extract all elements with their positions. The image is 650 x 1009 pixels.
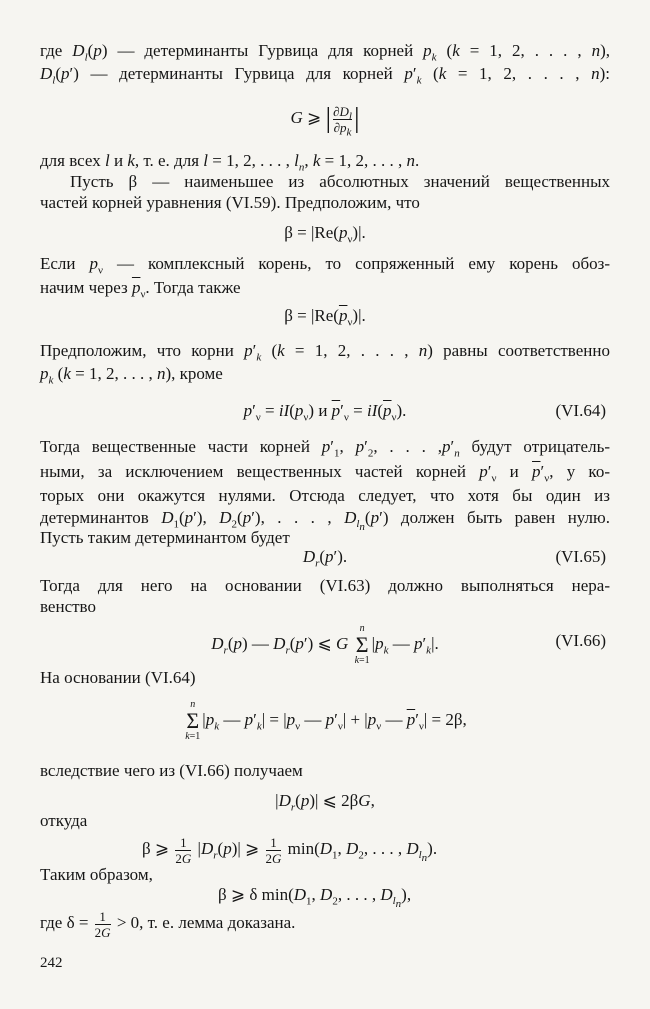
equation-number-vi66: (VI.66)	[555, 631, 606, 650]
equation-beta-delta: β ⩾ δ $\min(D_1$, $D_2$, . . . , $D_{l_n}$),	[218, 885, 412, 911]
equation-beta-chain: β ⩾ $\frac{1}{2G}$ $|D_r(p)|$ ⩾ $\frac{1}{2G}$ $\min(D_1$, $D_2$, . . . , $D_{l_n}$).	[142, 834, 438, 866]
equation-beta-2: $\beta = |Re(\overline{p}_\nu)|$.	[284, 306, 366, 329]
text-line-2: $D_l(p')$ — детерминанты Гурвица для корней $p'_k$ (k = 1, 2, . . . , n):	[40, 64, 611, 87]
equation-beta-1: $\beta = |Re(p_\nu)|$.	[284, 223, 366, 246]
text-line-20: Таким образом,	[40, 865, 153, 884]
text-line-7: начим через $\overline{p}_\nu$. Тогда также	[40, 278, 241, 301]
text-line-13: детерминантов $D_1(p')$, $D_2(p')$, . . . , $D_{l_n}(p')$ должен быть равен нулю.	[40, 508, 610, 534]
equation-vi65: $D_r(p')$.	[302, 547, 348, 570]
text-line-17: На основании (VI.64)	[40, 668, 196, 687]
equation-sum-2beta: n Σ k=1 $|p_k$ — $p'_k| = |p_\nu$ — $p'_\nu| + |p_\nu$ — $\overline{p}'_\nu| = 2\beta$,	[185, 699, 467, 743]
text-line-11: ными, за исключением вещественных частей корней $p'_\nu$ и $\overline{p}'_\nu$, у ко-	[40, 462, 610, 485]
page-number: 242	[40, 955, 63, 971]
text-line-6: Если $p_\nu$ — комплексный корень, то сопряженный ему корень обоз-	[40, 254, 610, 277]
text-line-21: где δ = $\frac{1}{2G}$ > 0, т. е. лемма доказана.	[40, 908, 296, 940]
text-line-14: Пусть таким детерминантом будет	[40, 528, 290, 547]
text-line-10: Тогда вещественные части корней $p'_1$, $p'_2$, . . . $,p'_n$ будут отрицатель-	[40, 437, 611, 460]
text-line-8: Предположим, что корни $p'_k$ (k = 1, 2, . . . , n) равны соответственно	[40, 341, 610, 364]
equation-vi64: $p'_\nu = iI(p_\nu)$ и $\overline{p}'_\nu = iI(\overline{p}_\nu)$.	[243, 401, 407, 424]
text-line-4: Пусть β — наименьшее из абсолютных значений вещественных	[70, 172, 610, 191]
equation-dr-bound: $|D_r(p)|$ ⩽ 2βG,	[275, 791, 375, 814]
text-line-18: вследствие чего из (VI.66) получаем	[40, 761, 303, 780]
text-line-15: Тогда для него на основании (VI.63) должно выполняться нера-	[40, 576, 610, 595]
equation-number-vi65: (VI.65)	[555, 547, 606, 566]
equation-vi66: $D_r(p)$ — $D_r(p')$ ⩽ G n Σ k=1 $|p_k$ — $p'_k|$.	[211, 623, 439, 667]
text-line-9: $p_k$ (k = 1, 2, . . . , n), кроме	[40, 364, 223, 387]
text-line-5: частей корней уравнения (VI.59). Предположим, что	[40, 193, 420, 212]
text-line-19: откуда	[40, 811, 88, 830]
text-line-3: для всех l и k, т. е. для l = 1, 2, . . . , $l_n$, k = 1, 2, . . . , n.	[40, 151, 420, 174]
equation-number-vi64: (VI.64)	[555, 401, 606, 420]
equation-hurwitz-bound: G ⩾ | $\frac{\partial D_l}{\partial p_k}$ |	[290, 103, 360, 139]
text-line-12: торых они окажутся нулями. Отсюда следует, что хотя бы один из	[40, 486, 610, 505]
text-line-1: где $D_l(p)$ — детерминанты Гурвица для корней $p_k$ (k = 1, 2, . . . , n),	[40, 41, 610, 64]
text-line-16: венство	[40, 597, 96, 616]
